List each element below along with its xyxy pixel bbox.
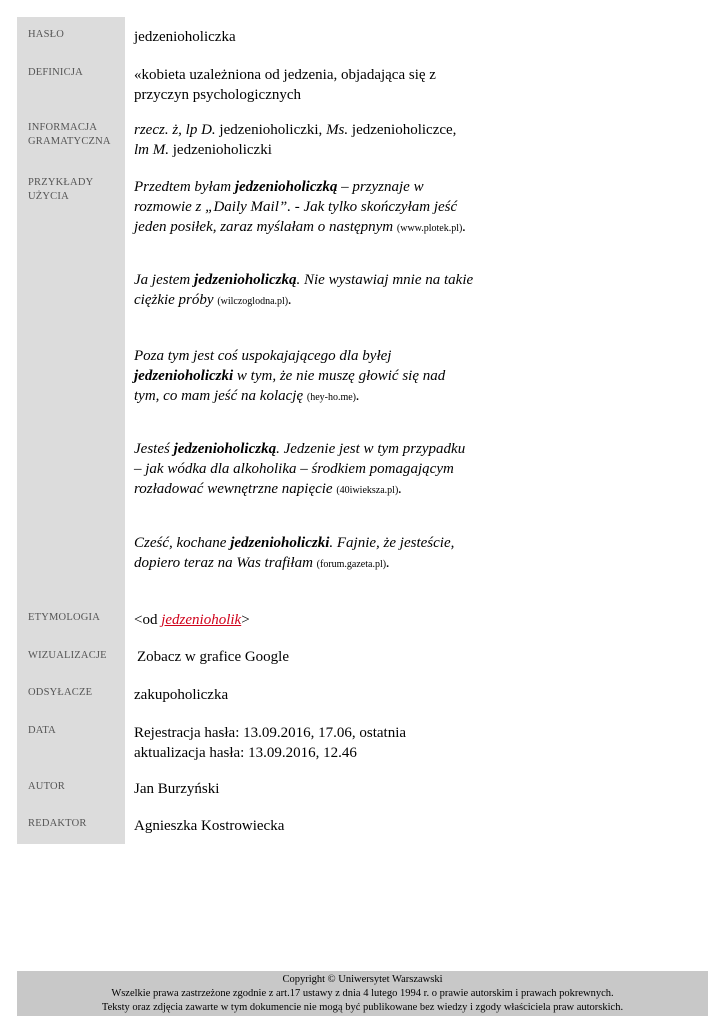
usage-example-5: Cześć, kochane jedzenioholiczki. Fajnie, że jesteście, dopiero teraz na Was trafiłam (forum.gazeta.pl). <box>134 535 455 571</box>
footer-rights: Wszelkie prawa zastrzeżone zgodnie z art.17 ustawy z dnia 4 lutego 1994 r. o prawie autorskim i prawach pokrewnych. <box>111 988 614 999</box>
headword: jedzenioholiczka <box>134 29 236 45</box>
etymology-suffix: > <box>241 612 250 628</box>
editor: Agnieszka Kostrowiecka <box>134 818 285 834</box>
example-headword: jedzenioholiczki <box>230 535 330 551</box>
example-headword: jedzenioholiczki <box>134 368 234 384</box>
example-text: w tym, że nie muszę głowić się nad tym, co mam jeść na kolację <box>134 368 446 404</box>
example-headword: jedzenioholiczką <box>234 179 338 195</box>
footer-notice: Teksty oraz zdjęcia zawarte w tym dokumencie nie mogą być publikowane bez wiedzy i zgody właściciela praw autorskich. <box>101 1002 624 1013</box>
grammar-part-2: Ms. <box>326 122 349 138</box>
definicja-label: DEFINICJA <box>28 67 83 78</box>
etymology <box>134 610 474 630</box>
usage-example-4: Jesteś jedzenioholiczką. Jedzenie jest w tym przypadku – jak wódka dla alkoholika – środkiem pomagającym rozładować wewnętrzne napięcie (40iwieksza.pl). <box>134 441 466 497</box>
grammar-part-1: rzecz. ż, lp D. <box>134 122 216 138</box>
przyklady-label <box>28 176 120 204</box>
footer-copyright: Copyright © Uniwersytet Warszawski <box>282 974 443 985</box>
example-source: (wilczoglodna.pl) <box>217 296 289 307</box>
example-text: . Jedzenie jest w tym przypadku – jak wódka dla alkoholika – środkiem pomagającym rozładować wewnętrzne napięcie <box>134 441 466 497</box>
grammar-part-3: lm M. <box>134 142 169 158</box>
informacja-label-line-1: INFORMACJA <box>28 122 98 133</box>
example-text: Jesteś <box>134 441 174 457</box>
example-source: (forum.gazeta.pl) <box>316 559 387 570</box>
example-headword: jedzenioholiczką <box>173 441 277 457</box>
przyklady-label-line-2: UŻYCIA <box>28 191 69 202</box>
grammatical-info <box>134 120 464 160</box>
informacja-label <box>28 121 120 149</box>
definition: «kobieta uzależniona od jedzenia, objadająca się z przyczyn psychologicznych <box>134 67 436 103</box>
informacja-label-line-2: GRAMATYCZNA <box>28 136 111 147</box>
etymology-prefix: <od <box>134 612 162 628</box>
example-headword: jedzenioholiczką <box>193 272 297 288</box>
usage-example-3: Poza tym jest coś uspokajającego dla byłej jedzenioholiczki w tym, że nie muszę głowić się nad tym, co mam jeść na kolację (hey-ho.me). <box>134 348 446 404</box>
przyklady-label-line-1: PRZYKŁADY <box>28 177 94 188</box>
haslo-label: HASŁO <box>28 29 65 40</box>
usage-example-1: Przedtem byłam jedzenioholiczką – przyznaje w rozmowie z „Daily Mail”. - Jak tylko skończyłam jeść jeden posiłek, zaraz myślałam o następnym (www.plotek.pl). <box>134 179 467 235</box>
example-source: (www.plotek.pl) <box>396 223 463 234</box>
example-text: Cześć, kochane <box>134 535 231 551</box>
autor-label: AUTOR <box>28 781 65 792</box>
google-images-link[interactable]: Zobacz w grafice Google <box>137 649 290 665</box>
example-source: (hey-ho.me) <box>306 392 357 403</box>
grammar-form-3: jedzenioholiczki <box>172 142 272 158</box>
cross-reference[interactable]: zakupoholiczka <box>134 687 229 703</box>
author: Jan Burzyński <box>134 781 220 797</box>
example-text: . Nie wystawiaj mnie na takie ciężkie próby <box>134 272 474 308</box>
redaktor-label: REDAKTOR <box>28 818 87 829</box>
grammar-form-2: jedzenioholiczce, <box>351 122 457 138</box>
example-text: . Fajnie, że jesteście, dopiero teraz na Was trafiłam <box>134 535 455 571</box>
data-label: DATA <box>28 725 56 736</box>
copyright-footer <box>17 971 708 1016</box>
example-text: Poza tym jest coś uspokajającego dla byłej <box>134 348 392 364</box>
grammar-form-1: jedzenioholiczki, <box>219 122 323 138</box>
etymology-link[interactable]: jedzenioholik <box>161 612 242 628</box>
example-text: – przyznaje w rozmowie z „Daily Mail”. - Jak tylko skończyłam jeść jeden posiłek, zaraz myślałam o następnym <box>134 179 458 235</box>
example-source: (40iwieksza.pl) <box>336 485 399 496</box>
wizualizacje-label: WIZUALIZACJE <box>28 650 107 661</box>
odsylacze-label: ODSYŁACZE <box>28 687 93 698</box>
etymologia-label: ETYMOLOGIA <box>28 612 100 623</box>
dates: Rejestracja hasła: 13.09.2016, 17.06, ostatnia aktualizacja hasła: 13.09.2016, 12.46 <box>134 725 407 761</box>
example-text: Przedtem byłam <box>134 179 235 195</box>
usage-example-2: Ja jestem jedzenioholiczką. Nie wystawiaj mnie na takie ciężkie próby (wilczoglodna.pl). <box>134 272 474 308</box>
example-text: Ja jestem <box>134 272 194 288</box>
